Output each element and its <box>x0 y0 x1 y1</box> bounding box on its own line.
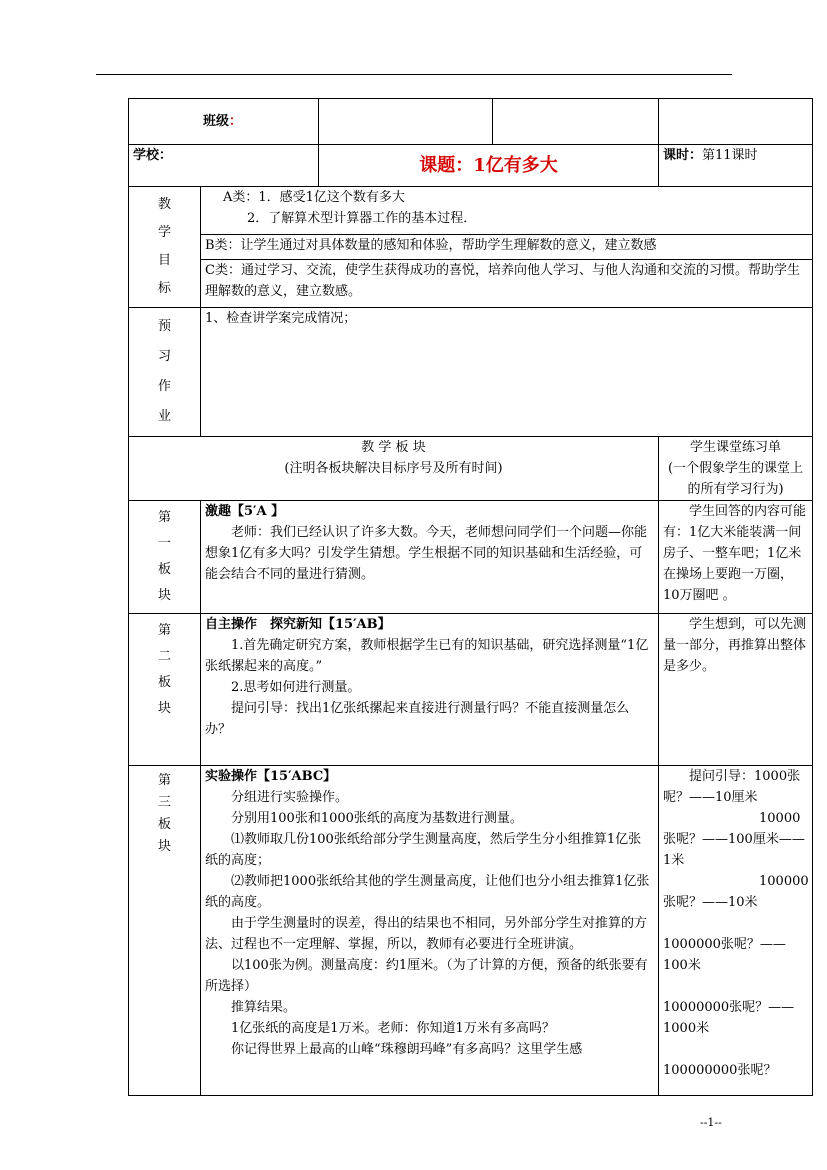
goals-row-b <box>129 235 813 259</box>
section-header-right-note: (一个假象学生的课堂上的所有学习行为) <box>667 461 804 497</box>
school-cell <box>129 145 319 187</box>
school-row <box>129 145 813 187</box>
block2-content <box>201 614 659 766</box>
period-cell <box>659 145 813 187</box>
section-header-right-title: 学生课堂练习单 <box>689 440 781 455</box>
topic-cell <box>319 145 659 187</box>
header-rule <box>96 74 732 75</box>
block3-s1: 提问引导：1000张呢？——10厘米 <box>663 769 801 805</box>
block2-heading: 自主操作 探究新知【15′AB】 <box>205 617 391 632</box>
class-blank-1 <box>319 99 493 145</box>
block2-label: 第二板块 <box>129 614 201 766</box>
block1-student: 学生回答的内容可能有：1亿大米能装满一间房子、一整车吧；1亿米在操场上要跑一万圈，10万圈吧 。 <box>659 501 813 614</box>
block3-label: 第三板块 <box>129 766 201 1096</box>
block3-p5: 由于学生测量时的误差，得出的结果也不相同，另外部分学生对推算的方法、过程也不一定理解、掌握，所以，教师有必要进行全班讲演。 <box>205 916 648 952</box>
block3-s3: 100000张呢？——10米 <box>663 874 809 910</box>
preview-label: 预习作业 <box>129 308 201 437</box>
block2-p2: 2.思考如何进行测量。 <box>231 680 361 695</box>
block2-p3: 提问引导：找出1亿张纸摞起来直接进行测量行吗？不能直接测量怎么办？ <box>205 701 630 737</box>
preview-row <box>129 308 813 437</box>
block3-student <box>659 766 813 1096</box>
goals-row-c <box>129 259 813 307</box>
class-cell <box>129 99 319 145</box>
block3-s5: 10000000张呢？——1000米 <box>663 1000 795 1036</box>
block3-s4: 1000000张呢？——100米 <box>663 937 786 973</box>
block3-p1: 分组进行实验操作。 <box>231 790 349 805</box>
block2-p1: 1.首先确定研究方案，教师根据学生已有的知识基础，研究选择测量“1亿张纸摞起来的高度。” <box>205 638 649 674</box>
preview-content: 1、检查讲学案完成情况； <box>201 308 813 437</box>
section-header-row <box>129 437 813 501</box>
goal-a <box>201 187 813 235</box>
block1-content <box>201 501 659 614</box>
block1-label: 第一板块 <box>129 501 201 614</box>
goal-b: B类：让学生通过对具体数量的感知和体验，帮助学生理解数的意义，建立数感 <box>201 235 813 259</box>
period-label: 课时： <box>663 148 703 163</box>
block3-p8: 1亿张纸的高度是1万米。老师：你知道1万米有多高吗？ <box>231 1021 555 1036</box>
block2-row <box>129 614 813 766</box>
school-label: 学校： <box>133 148 173 163</box>
section-header-left-note: (注明各板块解决目标序号及所有时间) <box>284 461 503 476</box>
goal-c: C类：通过学习、交流，使学生获得成功的喜悦，培养向他人学习、与他人沟通和交流的习惯。帮助学生理解数的意义，建立数感。 <box>201 259 813 307</box>
goal-a-line1: A类：1．感受1亿这个数有多大 <box>223 190 405 205</box>
goal-a-line2: 2．了解算术型计算器工作的基本过程． <box>247 211 477 226</box>
section-header-left-title: 教 学 板 块 <box>361 440 426 455</box>
section-header-right <box>659 437 813 501</box>
page-number: --1-- <box>700 1116 722 1129</box>
block3-p3: ⑴教师取几份100张纸给部分学生测量高度，然后学生分小组推算1亿张纸的高度； <box>205 832 642 868</box>
lesson-plan-table <box>128 98 813 1096</box>
block3-p6: 以100张为例。测量高度：约1厘米。（为了计算的方便，预备的纸张要有所选择） <box>205 958 648 994</box>
block3-content <box>201 766 659 1096</box>
block3-p4: ⑵教师把1000张纸给其他的学生测量高度，让他们也分小组去推算1亿张纸的高度。 <box>205 874 650 910</box>
class-blank-3 <box>659 99 813 145</box>
block3-p2: 分别用100张和1000张纸的高度为基数进行测量。 <box>231 811 523 826</box>
class-label: 班级 <box>203 114 230 129</box>
block3-s6: 100000000张呢？ <box>663 1063 777 1078</box>
block3-heading: 实验操作【15′ABC】 <box>205 769 337 784</box>
block1-heading: 激趣【5′A 】 <box>205 504 285 519</box>
section-header-left <box>129 437 659 501</box>
topic-title: 课题：1亿有多大 <box>419 155 558 176</box>
period-value: 第11课时 <box>702 148 758 163</box>
goals-label: 教学目标 <box>129 187 201 308</box>
block2-student: 学生想到，可以先测量一部分，再推算出整体是多少。 <box>659 614 813 766</box>
goals-row-a <box>129 187 813 235</box>
class-blank-2 <box>493 99 659 145</box>
block3-p9: 你记得世界上最高的山峰“珠穆朗玛峰”有多高吗？这里学生感 <box>231 1042 583 1057</box>
block1-text: 老师：我们已经认识了许多大数。今天，老师想问同学们一个问题—你能想象1亿有多大吗？引发学生猜想。学生根据不同的知识基础和生活经验，可能会结合不同的量进行猜测。 <box>205 525 648 582</box>
class-colon: ： <box>229 114 243 129</box>
block3-p7: 推算结果。 <box>231 1000 297 1015</box>
block3-row <box>129 766 813 1096</box>
class-row <box>129 99 813 145</box>
block1-row <box>129 501 813 614</box>
block3-s2: 10000张呢？——100厘米——1米 <box>663 811 805 868</box>
